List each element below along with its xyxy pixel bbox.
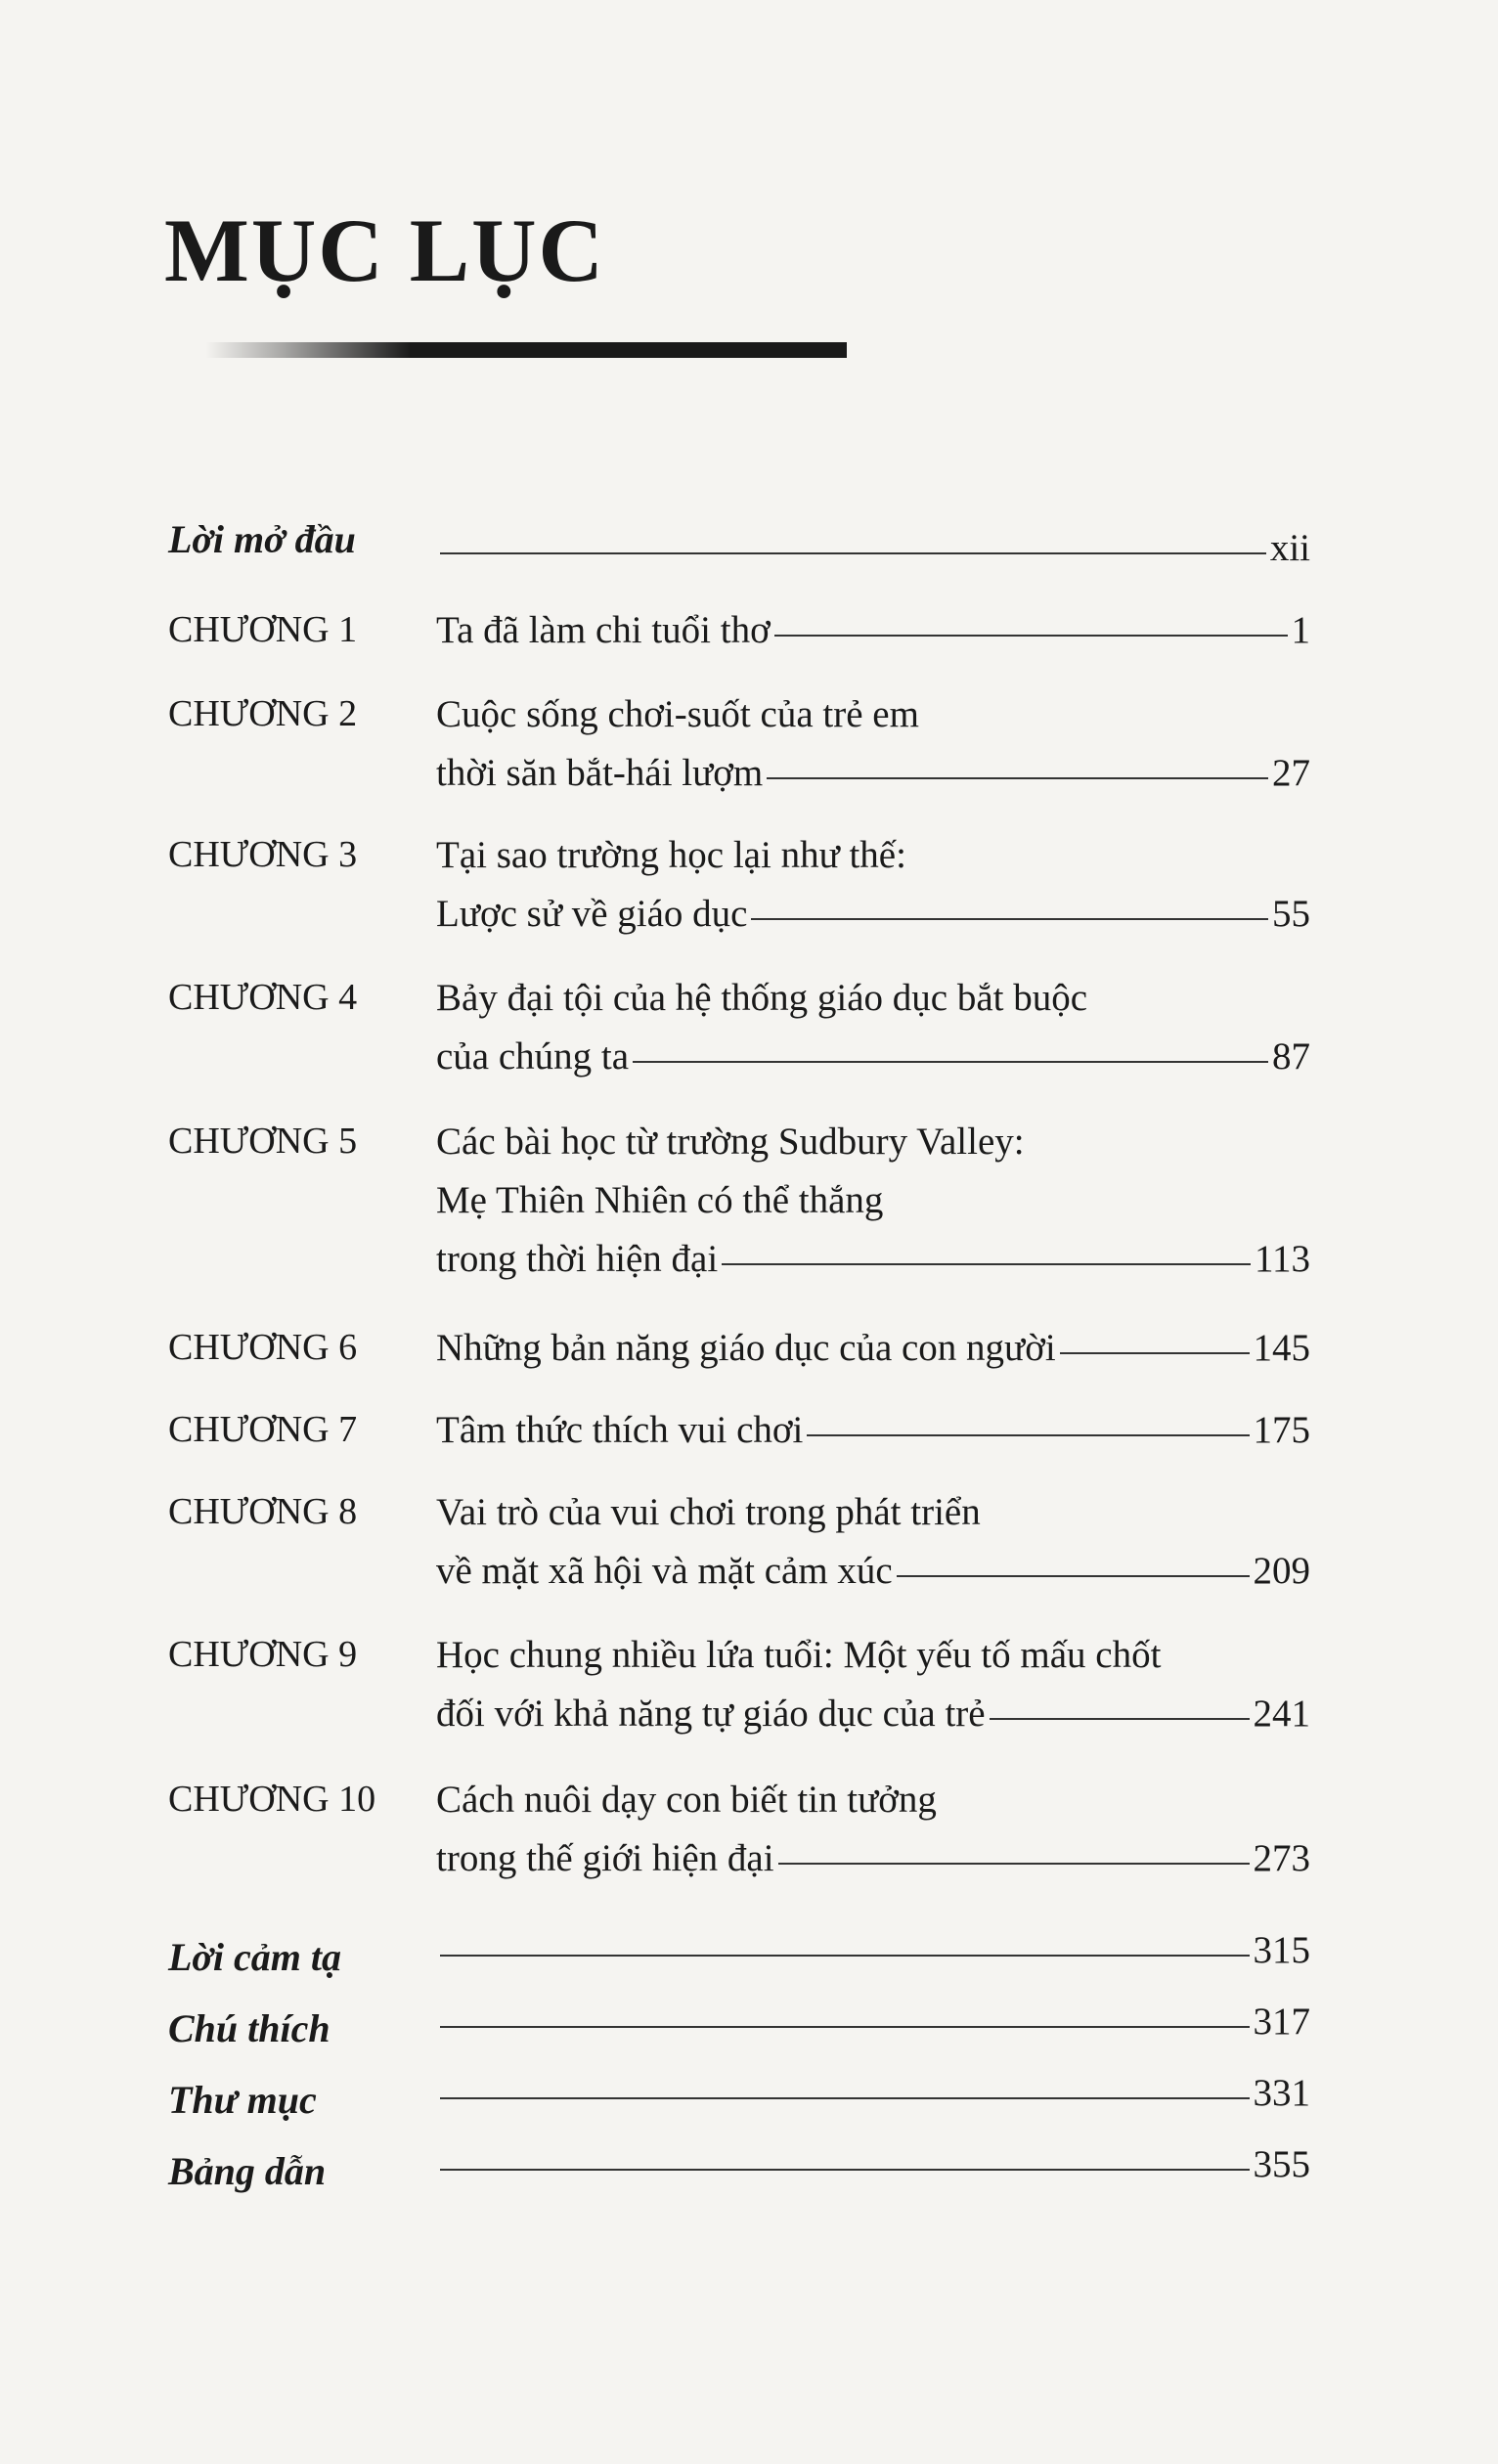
chapter-2-title-line: thời săn bắt-hái lượm [436, 752, 764, 794]
chapter-title-line: Học chung nhiều lứa tuổi: Một yếu tố mấu chốt [436, 1634, 1162, 1676]
chapter-label: CHƯƠNG 7 [168, 1409, 358, 1450]
chapter-5-page-number: 113 [1254, 1238, 1310, 1280]
chapter-9-title-line: đối với khả năng tự giáo dục của trẻ [436, 1693, 986, 1735]
chapter-10-leader-row[interactable] [436, 1836, 1310, 1880]
toc-item-back-2-leader-row[interactable] [436, 2000, 1310, 2044]
toc-item-front-label: Lời mở đầu [168, 517, 356, 561]
chapter-label: CHƯƠNG 6 [168, 1327, 358, 1368]
chapter-7-leader-row[interactable] [436, 1408, 1310, 1452]
chapter-8-leader [897, 1575, 1250, 1577]
chapter-title-line: Vai trò của vui chơi trong phát triển [436, 1491, 981, 1533]
chapter-7-page-number: 175 [1253, 1409, 1310, 1451]
chapter-4-leader [633, 1061, 1268, 1063]
toc-item-back-1-leader-row[interactable] [436, 1928, 1310, 1972]
chapter-title-line: Tại sao trường học lại như thế: [436, 834, 906, 876]
chapter-2-leader [767, 777, 1268, 779]
chapter-7-leader [807, 1434, 1249, 1436]
chapter-5-leader [722, 1263, 1251, 1265]
chapter-9-leader-row[interactable] [436, 1692, 1310, 1736]
chapter-9-leader [990, 1718, 1250, 1720]
chapter-label: CHƯƠNG 10 [168, 1779, 376, 1820]
chapter-4-leader-row[interactable] [436, 1034, 1310, 1078]
toc-item-back-label: Bảng dẫn [168, 2149, 327, 2193]
chapter-label: CHƯƠNG 3 [168, 834, 358, 875]
chapter-3-page-number: 55 [1272, 893, 1310, 935]
chapter-6-leader-row[interactable] [436, 1326, 1310, 1370]
toc-item-front-leader-row[interactable] [436, 526, 1310, 570]
toc-item-back-3-page-number: 331 [1253, 2072, 1310, 2114]
chapter-4-page-number: 87 [1272, 1035, 1310, 1078]
page-title: MỤC LỤC [164, 200, 605, 300]
chapter-6-title-line: Những bản năng giáo dục của con người [436, 1327, 1056, 1369]
chapter-2-leader-row[interactable] [436, 751, 1310, 795]
chapter-9-page-number: 241 [1253, 1693, 1310, 1735]
chapter-4-title-line: của chúng ta [436, 1035, 630, 1078]
chapter-10-title-line: trong thế giới hiện đại [436, 1837, 774, 1879]
chapter-3-leader [751, 918, 1268, 920]
chapter-10-leader [778, 1863, 1250, 1865]
chapter-8-title-line: về mặt xã hội và mặt cảm xúc [436, 1550, 893, 1592]
toc-item-back-2-page-number: 317 [1253, 2001, 1310, 2043]
chapter-3-title-line: Lược sử về giáo dục [436, 893, 748, 935]
toc-item-front-page-number: xii [1269, 527, 1310, 569]
chapter-1-leader-row[interactable] [436, 608, 1310, 652]
toc-item-back-4-leader-row[interactable] [436, 2142, 1310, 2186]
chapter-title-line: Mẹ Thiên Nhiên có thể thắng [436, 1179, 884, 1221]
chapter-label: CHƯƠNG 9 [168, 1634, 358, 1675]
chapter-1-title-line: Ta đã làm chi tuổi thơ [436, 609, 771, 651]
chapter-1-page-number: 1 [1291, 609, 1310, 651]
chapter-8-page-number: 209 [1253, 1550, 1310, 1592]
title-underline [205, 342, 847, 358]
toc-item-front-leader [440, 552, 1266, 554]
chapter-1-leader [774, 635, 1288, 637]
toc-item-back-label: Lời cảm tạ [168, 1935, 341, 1979]
chapter-label: CHƯƠNG 1 [168, 609, 358, 650]
toc-item-back-2-leader [440, 2026, 1250, 2028]
toc-item-back-label: Chú thích [168, 2006, 330, 2050]
chapter-2-page-number: 27 [1272, 752, 1310, 794]
toc-item-back-4-leader [440, 2169, 1250, 2171]
chapter-3-leader-row[interactable] [436, 892, 1310, 936]
chapter-7-title-line: Tâm thức thích vui chơi [436, 1409, 804, 1451]
chapter-label: CHƯƠNG 4 [168, 977, 358, 1018]
toc-item-back-label: Thư mục [168, 2078, 317, 2122]
toc-item-back-3-leader [440, 2097, 1250, 2099]
chapter-label: CHƯƠNG 5 [168, 1121, 358, 1162]
chapter-label: CHƯƠNG 8 [168, 1491, 358, 1532]
chapter-label: CHƯƠNG 2 [168, 693, 358, 734]
chapter-title-line: Cuộc sống chơi-suốt của trẻ em [436, 693, 919, 735]
chapter-title-line: Bảy đại tội của hệ thống giáo dục bắt buộc [436, 977, 1088, 1019]
chapter-5-title-line: trong thời hiện đại [436, 1238, 719, 1280]
chapter-6-page-number: 145 [1253, 1327, 1310, 1369]
toc-item-back-1-page-number: 315 [1253, 1929, 1310, 1971]
toc-item-back-3-leader-row[interactable] [436, 2071, 1310, 2115]
chapter-5-leader-row[interactable] [436, 1237, 1310, 1281]
toc-item-back-4-page-number: 355 [1253, 2143, 1310, 2185]
chapter-6-leader [1060, 1352, 1250, 1354]
chapter-8-leader-row[interactable] [436, 1549, 1310, 1593]
toc-item-back-1-leader [440, 1955, 1250, 1957]
chapter-10-page-number: 273 [1253, 1837, 1310, 1879]
chapter-title-line: Cách nuôi dạy con biết tin tưởng [436, 1779, 937, 1821]
chapter-title-line: Các bài học từ trường Sudbury Valley: [436, 1121, 1025, 1163]
